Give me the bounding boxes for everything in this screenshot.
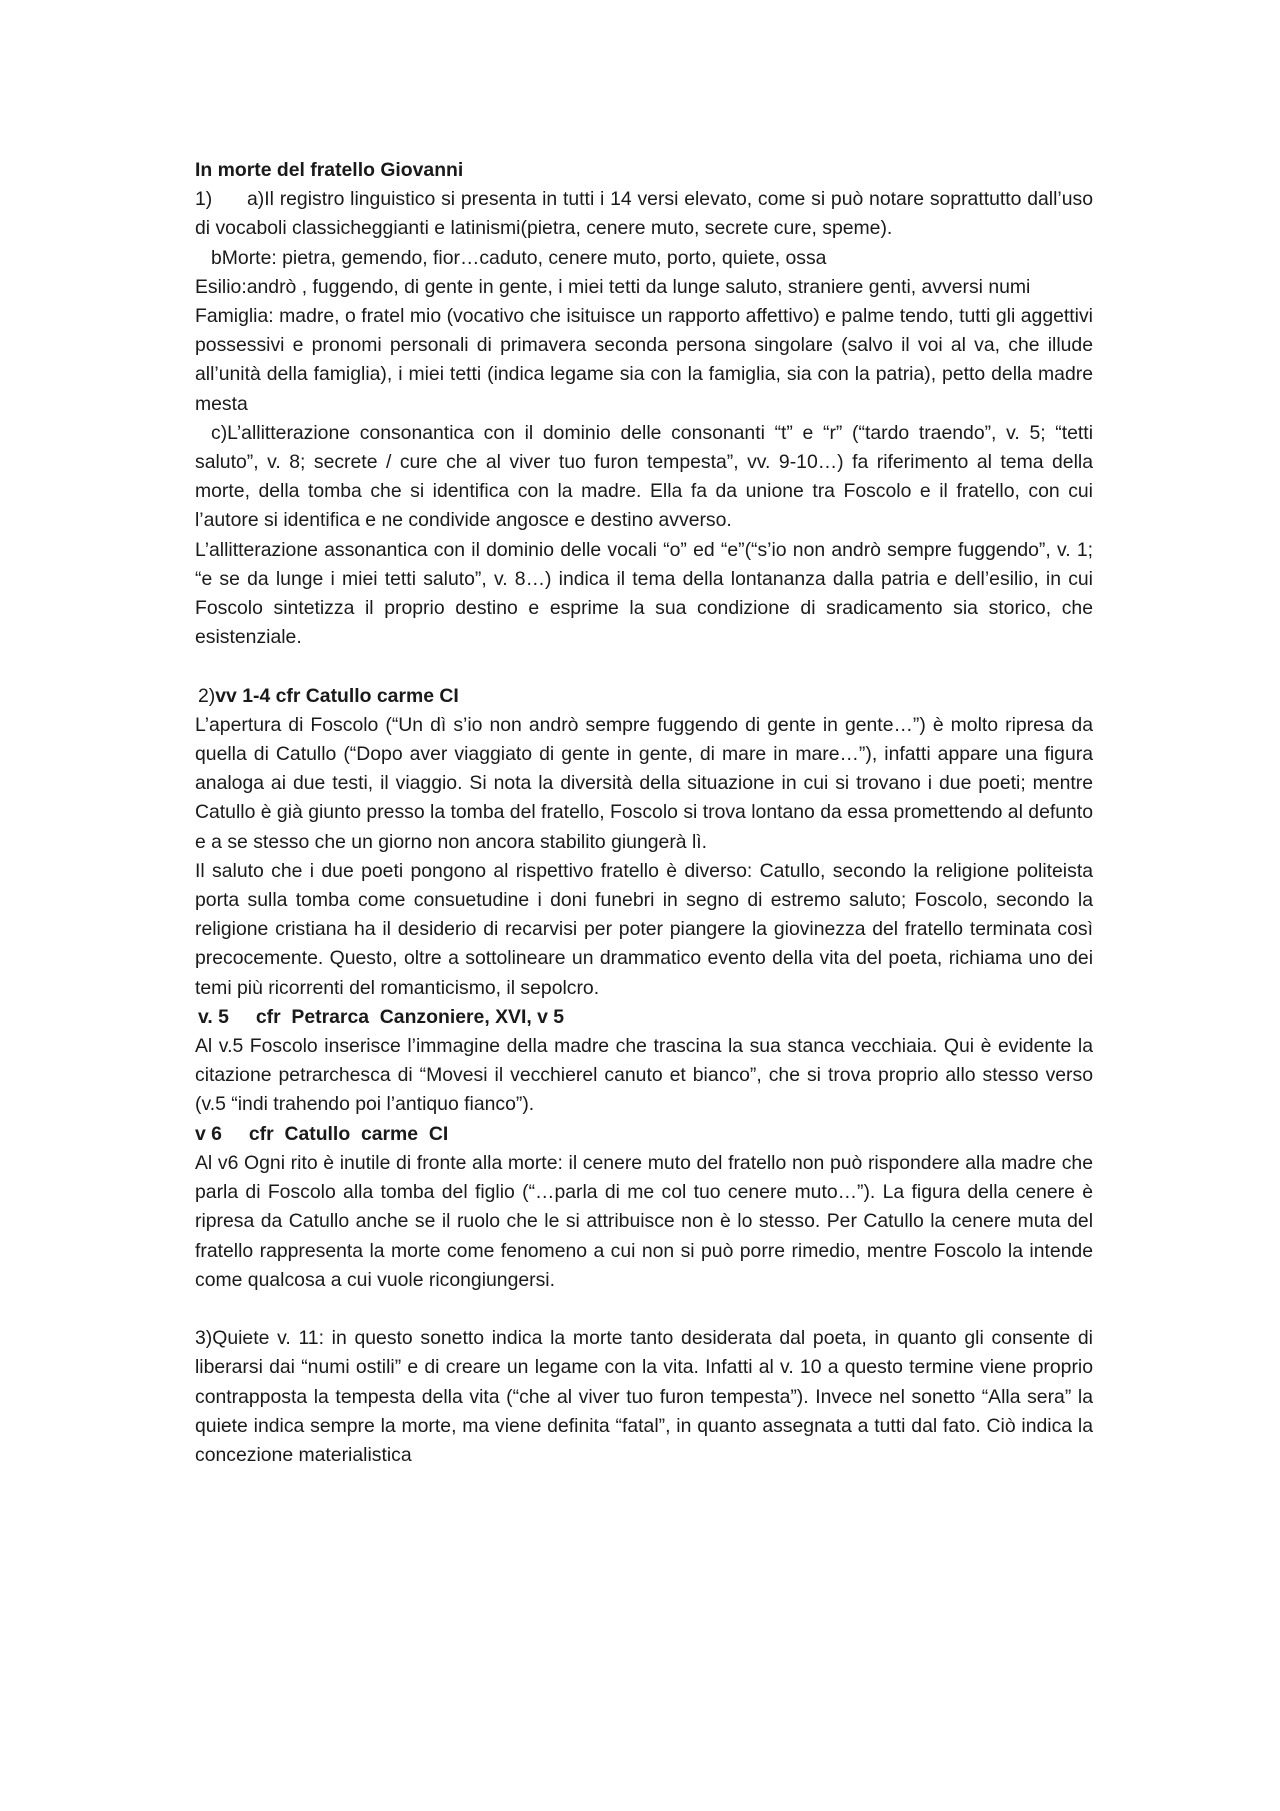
section1-esilio: Esilio:andrò , fuggendo, di gente in gente, i miei tetti da lunge saluto, straniere genti, avversi numi <box>195 275 1031 298</box>
document-page <box>195 156 1099 1470</box>
section2-paragraph-1: L’apertura di Foscolo (“Un dì s’io non andrò sempre fuggendo di gente in gente…”) è molto ripresa da quella di Catullo (“Dopo aver viaggiato di gente in gente, di mare in mare…”), infatti appare una figura analoga ai due testi, il viaggio. Si nota la diversità della situazione in cui si trovano i due poeti; mentre Catullo è già giunto presso la tomba del fratello, Foscolo si trova lontano da essa promettendo al defunto e a se stesso che un giorno non ancora stabilito giungerà lì. <box>195 713 1093 853</box>
section3-paragraph-1: 3)Quiete v. 11: in questo sonetto indica la morte tanto desiderata dal poeta, in quanto gli consente di liberarsi dai “numi ostili” e di creare un legame con la vita. Infatti al v. 10 a questo termine viene proprio contrapposta la tempesta della vita (“che al viver tuo furon tempesta”). Invece nel sonetto “Alla sera” la quiete indica sempre la morte, ma viene definita “fatal”, in quanto assegnata a tutti dal fato. Ciò indica la concezione materialistica <box>195 1327 1093 1466</box>
section1-point-c: c)L’allitterazione consonantica con il dominio delle consonanti “t” e “r” (“tardo traendo”, v. 5; “tetti saluto”, v. 8; secrete / cure che al viver tuo furon tempesta”, vv. 9-10…) fa riferimento al tema della morte, della tomba che si identifica con la madre. Ella fa da unione tra Foscolo e il fratello, con cui l’autore si identifica e ne condivide angosce e destino avverso. <box>195 421 1093 532</box>
section1-famiglia: Famiglia: madre, o fratel mio (vocativo che isituisce un rapporto affettivo) e palme tendo, tutti gli aggettivi possessivi e pronomi personali di primavera seconda persona singolare (salvo il voi al va, che illude all’unità della famiglia), i miei tetti (indica legame sia con la famiglia, sia con la patria), petto della madre mesta <box>195 305 1093 415</box>
section2-number: 2) <box>198 684 216 707</box>
section1-assonantica: L’allitterazione assonantica con il dominio delle vocali “o” ed “e”(“s’io non andrò sempre fuggendo”, v. 1; “e se da lunge i miei tetti saluto”, v. 8…) indica il tema della lontananza dalla patria e dell’esilio, in cui Foscolo sintetizza il proprio destino e esprime la sua condizione di sradicamento sia storico, che esistenziale. <box>195 538 1093 649</box>
section2-v6-text: Al v6 Ogni rito è inutile di fronte alla morte: il cenere muto del fratello non può rispondere alla madre che parla di Foscolo alla tomba del figlio (“…parla di me col tuo cenere muto…”). La figura della cenere è ripresa da Catullo anche se il ruolo che le si attribuisce non è lo stesso. Per Catullo la cenere muta del fratello rappresenta la morte come fenomeno a cui non si può porre rimedio, mentre Foscolo la intende come qualcosa a cui vuole ricongiungersi. <box>195 1151 1093 1291</box>
spacer <box>195 1295 1093 1324</box>
spacer <box>195 652 1093 681</box>
section2-heading <box>195 682 1093 711</box>
section2-v5-text: Al v.5 Foscolo inserisce l’immagine della madre che trascina la sua stanca vecchiaia. Qui è evidente la citazione petrarchesca di “Movesi il vecchierel canuto et bianco”, che si trova proprio allo stesso verso (v.5 “indi trahendo poi l’antiquo fianco”). <box>195 1035 1093 1116</box>
section2-v5-heading: v. 5 cfr Petrarca Canzoniere, XVI, v 5 <box>198 1005 565 1028</box>
document-title: In morte del fratello Giovanni <box>195 159 464 181</box>
section1-morte: bMorte: pietra, gemendo, fior…caduto, cenere muto, porto, quiete, ossa <box>211 246 827 269</box>
section2-heading-text: vv 1-4 cfr Catullo carme CI <box>215 684 459 707</box>
section2-v6-heading: v 6 cfr Catullo carme CI <box>195 1122 449 1145</box>
section2-paragraph-2: Il saluto che i due poeti pongono al rispettivo fratello è diverso: Catullo, secondo la religione politeista porta sulla tomba come consuetudine i doni funebri in segno di estremo saluto; Foscolo, secondo la religione cristiana ha il desiderio di recarvisi per poter piangere la giovinezza del fratello terminata così precocemente. Questo, oltre a sottolineare un drammatico evento della vita del poeta, richiama uno dei temi più ricorrenti del romanticismo, il sepolcro. <box>195 859 1093 999</box>
section1-point-a: 1) a)Il registro linguistico si presenta in tutti i 14 versi elevato, come si può notare soprattutto dall’uso di vocaboli classicheggianti e latinismi(pietra, cenere muto, secrete cure, speme). <box>195 188 1099 240</box>
